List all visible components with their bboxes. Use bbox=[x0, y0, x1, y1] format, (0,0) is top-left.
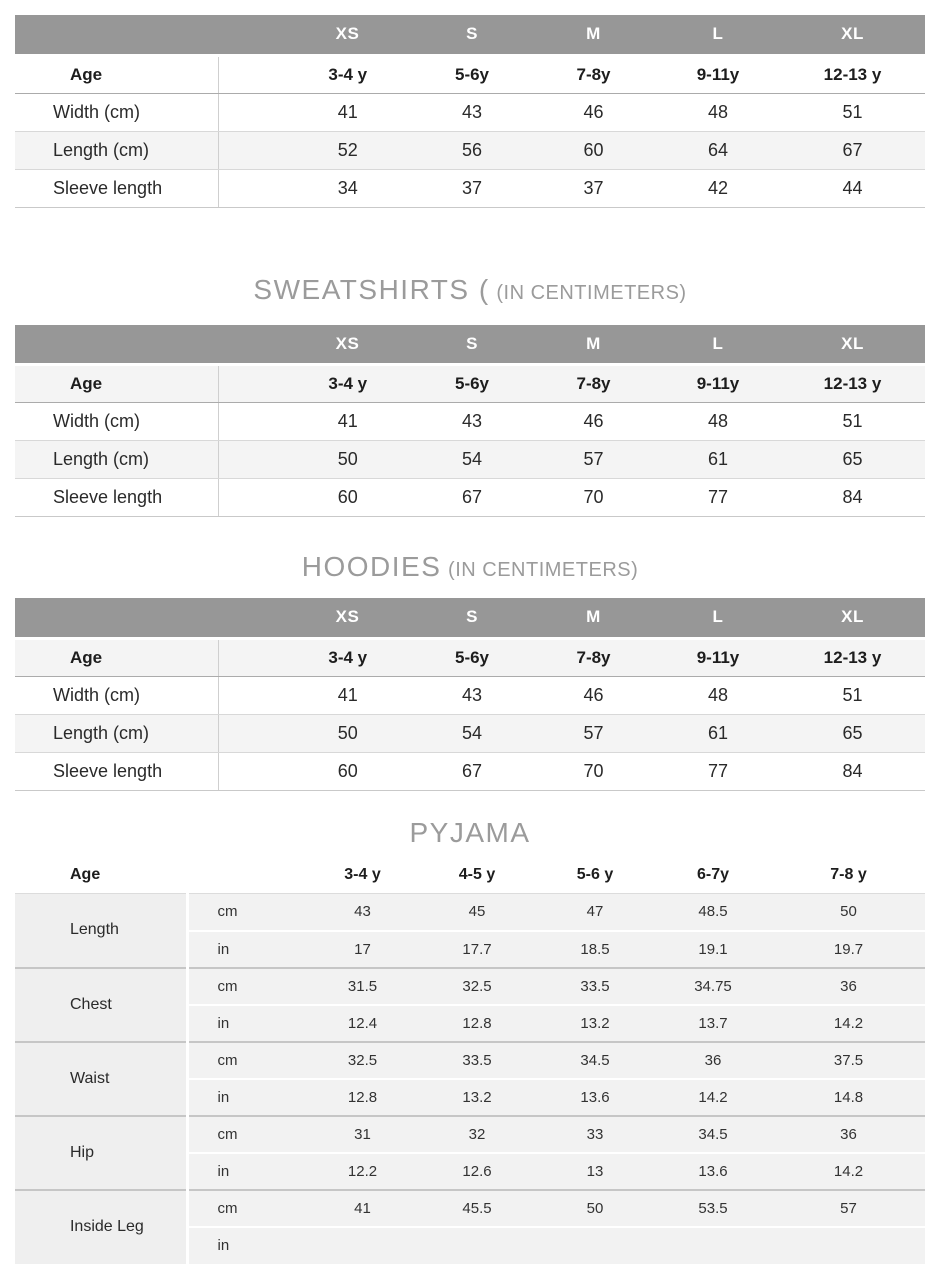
measure-value: 51 bbox=[780, 676, 925, 714]
measure-label: Length (cm) bbox=[15, 714, 218, 752]
pyjama-group-label: Length bbox=[15, 894, 188, 968]
pyjama-size-table bbox=[15, 857, 925, 1264]
pyjama-group-label: Chest bbox=[15, 968, 188, 1042]
pyjama-value: 18.5 bbox=[536, 931, 654, 968]
pyjama-value: 41 bbox=[268, 1190, 418, 1227]
pyjama-row bbox=[15, 894, 925, 931]
measure-value: 56 bbox=[413, 131, 531, 169]
sweatshirts-title bbox=[0, 274, 940, 309]
pyjama-value bbox=[536, 1227, 654, 1264]
pyjama-value: 53.5 bbox=[654, 1190, 772, 1227]
measure-row bbox=[15, 169, 925, 207]
measure-value: 43 bbox=[413, 93, 531, 131]
measure-value: 60 bbox=[531, 131, 656, 169]
age-row-label: Age bbox=[15, 55, 218, 93]
measure-value: 41 bbox=[218, 403, 413, 441]
age-row-label: Age bbox=[15, 365, 218, 403]
measure-value: 57 bbox=[531, 714, 656, 752]
measure-label: Length (cm) bbox=[15, 131, 218, 169]
pyjama-value: 34.75 bbox=[654, 968, 772, 1005]
pyjama-row bbox=[15, 968, 925, 1005]
pyjama-value: 12.8 bbox=[418, 1005, 536, 1042]
age-cell: 7-8y bbox=[531, 638, 656, 676]
measure-value: 57 bbox=[531, 441, 656, 479]
pyjama-value: 36 bbox=[772, 968, 925, 1005]
age-cell: 5-6y bbox=[413, 55, 531, 93]
pyjama-value: 14.2 bbox=[654, 1079, 772, 1116]
hoodie-size-section bbox=[0, 551, 940, 791]
measure-value: 60 bbox=[218, 752, 413, 790]
tshirt-size-table bbox=[15, 15, 925, 208]
measure-value: 37 bbox=[413, 169, 531, 207]
sweatshirt-size-section bbox=[0, 274, 940, 518]
hoodies-title bbox=[0, 551, 940, 586]
size-col-header: L bbox=[656, 598, 780, 638]
pyjama-value: 12.8 bbox=[268, 1079, 418, 1116]
size-col-header: L bbox=[656, 325, 780, 365]
pyjama-age-cell: 5-6 y bbox=[536, 857, 654, 894]
measure-value: 84 bbox=[780, 752, 925, 790]
measure-value: 61 bbox=[656, 441, 780, 479]
age-cell: 3-4 y bbox=[218, 365, 413, 403]
measure-value: 48 bbox=[656, 676, 780, 714]
sweatshirts-title-sub: (IN CENTIMETERS) bbox=[496, 281, 687, 304]
unit-cell: in bbox=[188, 1005, 268, 1042]
pyjama-value: 47 bbox=[536, 894, 654, 931]
measure-value: 51 bbox=[780, 93, 925, 131]
pyjama-value: 17.7 bbox=[418, 931, 536, 968]
size-col-header: M bbox=[531, 325, 656, 365]
size-col-header: XL bbox=[780, 325, 925, 365]
hoodies-title-main: HOODIES bbox=[301, 551, 442, 582]
pyjama-value: 32.5 bbox=[268, 1042, 418, 1079]
pyjama-value: 33.5 bbox=[536, 968, 654, 1005]
pyjama-age-cell: 7-8 y bbox=[772, 857, 925, 894]
age-cell: 3-4 y bbox=[218, 638, 413, 676]
pyjama-group-label: Waist bbox=[15, 1042, 188, 1116]
measure-label: Sleeve length bbox=[15, 169, 218, 207]
unit-cell: cm bbox=[188, 1116, 268, 1153]
sweatshirt-size-table bbox=[15, 325, 925, 518]
top-spacer bbox=[0, 0, 940, 15]
measure-row bbox=[15, 714, 925, 752]
pyjama-group-label: Hip bbox=[15, 1116, 188, 1190]
pyjama-value bbox=[772, 1227, 925, 1264]
measure-row bbox=[15, 441, 925, 479]
age-cell: 9-11y bbox=[656, 365, 780, 403]
pyjama-row bbox=[15, 1190, 925, 1227]
measure-value: 44 bbox=[780, 169, 925, 207]
unit-cell: in bbox=[188, 1227, 268, 1264]
age-row bbox=[15, 638, 925, 676]
measure-value: 77 bbox=[656, 479, 780, 517]
pyjama-value: 36 bbox=[772, 1116, 925, 1153]
pyjama-value: 36 bbox=[654, 1042, 772, 1079]
pyjama-age-cell: 4-5 y bbox=[418, 857, 536, 894]
measure-label: Sleeve length bbox=[15, 752, 218, 790]
pyjama-value bbox=[418, 1227, 536, 1264]
measure-row bbox=[15, 131, 925, 169]
pyjama-value bbox=[268, 1227, 418, 1264]
measure-value: 70 bbox=[531, 479, 656, 517]
measure-label: Width (cm) bbox=[15, 676, 218, 714]
age-cell: 9-11y bbox=[656, 55, 780, 93]
measure-value: 48 bbox=[656, 403, 780, 441]
hoodie-size-table bbox=[15, 598, 925, 791]
measure-value: 65 bbox=[780, 441, 925, 479]
measure-label: Width (cm) bbox=[15, 93, 218, 131]
pyjama-value: 32.5 bbox=[418, 968, 536, 1005]
pyjama-value: 31.5 bbox=[268, 968, 418, 1005]
size-header-row bbox=[15, 325, 925, 365]
measure-value: 77 bbox=[656, 752, 780, 790]
pyjama-age-cell: 3-4 y bbox=[268, 857, 418, 894]
pyjama-value: 32 bbox=[418, 1116, 536, 1153]
pyjama-age-cell: 6-7y bbox=[654, 857, 772, 894]
pyjama-title-main: PYJAMA bbox=[409, 816, 531, 848]
age-cell: 7-8y bbox=[531, 365, 656, 403]
size-col-header: S bbox=[413, 325, 531, 365]
measure-value: 67 bbox=[413, 752, 531, 790]
pyjama-value: 50 bbox=[536, 1190, 654, 1227]
pyjama-value: 13.2 bbox=[418, 1079, 536, 1116]
measure-row bbox=[15, 479, 925, 517]
measure-value: 61 bbox=[656, 714, 780, 752]
measure-label: Width (cm) bbox=[15, 403, 218, 441]
pyjama-value: 43 bbox=[268, 894, 418, 931]
age-cell: 7-8y bbox=[531, 55, 656, 93]
measure-value: 46 bbox=[531, 403, 656, 441]
unit-cell: cm bbox=[188, 1190, 268, 1227]
measure-value: 43 bbox=[413, 676, 531, 714]
measure-value: 52 bbox=[218, 131, 413, 169]
pyjama-value: 12.2 bbox=[268, 1153, 418, 1190]
size-col-header: L bbox=[656, 15, 780, 55]
pyjama-value: 13.6 bbox=[654, 1153, 772, 1190]
age-cell: 3-4 y bbox=[218, 55, 413, 93]
pyjama-value: 50 bbox=[772, 894, 925, 931]
pyjama-value: 34.5 bbox=[654, 1116, 772, 1153]
measure-value: 51 bbox=[780, 403, 925, 441]
pyjama-value: 13.6 bbox=[536, 1079, 654, 1116]
measure-value: 64 bbox=[656, 131, 780, 169]
pyjama-value: 48.5 bbox=[654, 894, 772, 931]
pyjama-value: 19.7 bbox=[772, 931, 925, 968]
measure-row bbox=[15, 403, 925, 441]
age-cell: 12-13 y bbox=[780, 365, 925, 403]
unit-cell: in bbox=[188, 1153, 268, 1190]
measure-value: 46 bbox=[531, 676, 656, 714]
age-cell: 12-13 y bbox=[780, 55, 925, 93]
measure-value: 84 bbox=[780, 479, 925, 517]
measure-value: 37 bbox=[531, 169, 656, 207]
pyjama-value: 57 bbox=[772, 1190, 925, 1227]
unit-cell: cm bbox=[188, 968, 268, 1005]
measure-value: 54 bbox=[413, 441, 531, 479]
size-col-header: XS bbox=[218, 598, 413, 638]
age-cell: 5-6y bbox=[413, 365, 531, 403]
pyjama-value: 37.5 bbox=[772, 1042, 925, 1079]
age-cell: 9-11y bbox=[656, 638, 780, 676]
age-cell: 5-6y bbox=[413, 638, 531, 676]
tshirt-size-section bbox=[0, 15, 940, 208]
measure-value: 54 bbox=[413, 714, 531, 752]
measure-value: 67 bbox=[413, 479, 531, 517]
pyjama-age-row bbox=[15, 857, 925, 894]
pyjama-value: 13.7 bbox=[654, 1005, 772, 1042]
unit-cell: cm bbox=[188, 1042, 268, 1079]
size-col-header: XL bbox=[780, 15, 925, 55]
size-col-header: XS bbox=[218, 15, 413, 55]
age-row bbox=[15, 365, 925, 403]
measure-value: 60 bbox=[218, 479, 413, 517]
measure-value: 34 bbox=[218, 169, 413, 207]
unit-cell: in bbox=[188, 931, 268, 968]
size-col-header: M bbox=[531, 598, 656, 638]
pyjama-value: 14.8 bbox=[772, 1079, 925, 1116]
pyjama-value bbox=[654, 1227, 772, 1264]
header-corner-cell bbox=[15, 15, 218, 55]
size-header-row bbox=[15, 15, 925, 55]
measure-value: 46 bbox=[531, 93, 656, 131]
pyjama-value: 12.6 bbox=[418, 1153, 536, 1190]
age-row bbox=[15, 55, 925, 93]
measure-row bbox=[15, 93, 925, 131]
pyjama-group-label: Inside Leg bbox=[15, 1190, 188, 1264]
sweatshirts-title-main: SWEATSHIRTS ( bbox=[253, 273, 490, 305]
measure-value: 50 bbox=[218, 714, 413, 752]
measure-row bbox=[15, 752, 925, 790]
pyjama-value: 33 bbox=[536, 1116, 654, 1153]
measure-label: Length (cm) bbox=[15, 441, 218, 479]
header-corner-cell bbox=[15, 598, 218, 638]
pyjama-value: 13 bbox=[536, 1153, 654, 1190]
age-row-label: Age bbox=[15, 638, 218, 676]
pyjama-value: 13.2 bbox=[536, 1005, 654, 1042]
age-cell: 12-13 y bbox=[780, 638, 925, 676]
measure-value: 70 bbox=[531, 752, 656, 790]
pyjama-value: 12.4 bbox=[268, 1005, 418, 1042]
header-corner-cell bbox=[15, 325, 218, 365]
pyjama-value: 31 bbox=[268, 1116, 418, 1153]
size-header-row bbox=[15, 598, 925, 638]
measure-value: 48 bbox=[656, 93, 780, 131]
measure-value: 50 bbox=[218, 441, 413, 479]
pyjama-value: 19.1 bbox=[654, 931, 772, 968]
size-col-header: XL bbox=[780, 598, 925, 638]
hoodies-title-sub: (IN CENTIMETERS) bbox=[448, 559, 639, 581]
pyjama-value: 45 bbox=[418, 894, 536, 931]
pyjama-value: 34.5 bbox=[536, 1042, 654, 1079]
unit-cell: in bbox=[188, 1079, 268, 1116]
size-col-header: XS bbox=[218, 325, 413, 365]
size-col-header: M bbox=[531, 15, 656, 55]
pyjama-title bbox=[0, 817, 940, 851]
pyjama-row bbox=[15, 1116, 925, 1153]
pyjama-value: 45.5 bbox=[418, 1190, 536, 1227]
pyjama-value: 33.5 bbox=[418, 1042, 536, 1079]
pyjama-value: 17 bbox=[268, 931, 418, 968]
pyjama-value: 14.2 bbox=[772, 1005, 925, 1042]
pyjama-size-section bbox=[0, 817, 940, 1264]
pyjama-age-label: Age bbox=[15, 857, 268, 894]
measure-row bbox=[15, 676, 925, 714]
unit-cell: cm bbox=[188, 894, 268, 931]
measure-value: 43 bbox=[413, 403, 531, 441]
measure-value: 42 bbox=[656, 169, 780, 207]
measure-label: Sleeve length bbox=[15, 479, 218, 517]
measure-value: 67 bbox=[780, 131, 925, 169]
size-col-header: S bbox=[413, 15, 531, 55]
size-col-header: S bbox=[413, 598, 531, 638]
measure-value: 65 bbox=[780, 714, 925, 752]
pyjama-row bbox=[15, 1042, 925, 1079]
pyjama-value: 14.2 bbox=[772, 1153, 925, 1190]
measure-value: 41 bbox=[218, 676, 413, 714]
measure-value: 41 bbox=[218, 93, 413, 131]
